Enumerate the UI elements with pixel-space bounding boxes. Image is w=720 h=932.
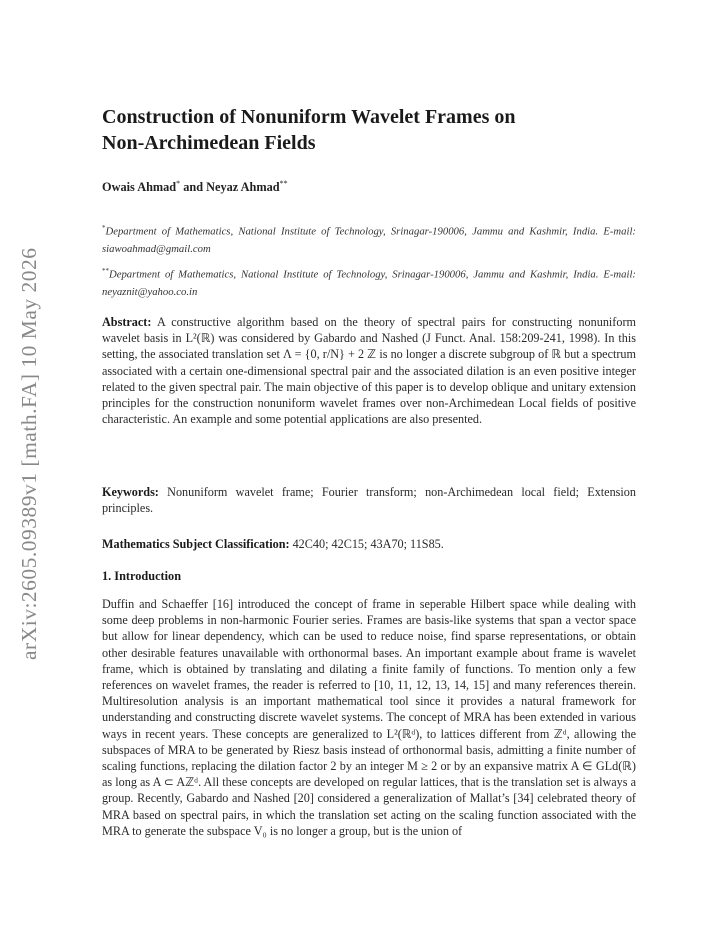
keywords <box>102 484 636 516</box>
affiliation-text-2: Department of Mathematics, National Institute of Technology, Srinagar-190006, Jammu and Kashmir, India. E-mail: neyaznit@yahoo.co.in <box>102 268 636 298</box>
introduction-paragraph: Duffin and Schaeffer [16] introduced the concept of frame in seperable Hilbert space while dealing with some deep problems in non-harmonic Fourier series. Frames are basis-like systems that span a vector space but allow for linear dependency, which can be used to reduce noise, find sparse representations, or obtain other desirable features unavailable with orthonormal bases. An important example about frame is wavelet frame, which is obtained by translating and dilating a finite family of functions. To mention only a few references on wavelet frames, the reader is referred to [10, 11, 12, 13, 14, 15] and many references therein. Multiresolution analysis is an important mathematical tool since it provides a natural framework for understanding and constructing discrete wavelet systems. The concept of MRA has been extended in various ways in recent years. These concepts are generalized to L²(ℝᵈ), to lattices different from ℤᵈ, allowing the subspaces of MRA to be generated by Riesz basis instead of orthonormal basis, admitting a finite number of scaling functions, replacing the dilation factor 2 by an integer M ≥ 2 or by an expansive matrix A ∈ GLd(ℝ) as long as A ⊂ Aℤᵈ. All these concepts are developed on regular lattices, that is the translation set is always a group. Recently, Gabardo and Nashed [20] considered a generalization of Mallat’s [34] celebrated theory of MRA based on spectral pairs, in which the translation set acting on the scaling function associated with the MRA to generate the subspace V₀ is no longer a group, but is the union of <box>102 597 636 838</box>
affiliation-2 <box>102 263 636 301</box>
section-heading-introduction: 1. Introduction <box>102 569 182 583</box>
arxiv-identifier-stamp: arXiv:2605.09389v1 [math.FA] 10 May 2026 <box>17 247 41 660</box>
affiliation-text-1: Department of Mathematics, National Institute of Technology, Srinagar-190006, Jammu and Kashmir, India. E-mail: siawoahmad@gmail.com <box>102 225 636 255</box>
affiliation-mark-1: * <box>102 224 106 232</box>
author-list <box>102 179 288 195</box>
msc-text: 42C40; 42C15; 43A70; 11S85. <box>292 537 444 551</box>
author-name-2: Neyaz Ahmad <box>206 180 280 195</box>
keywords-text: Nonuniform wavelet frame; Fourier transform; non-Archimedean local field; Extension principles. <box>102 485 636 516</box>
abstract-label: Abstract: <box>102 315 152 329</box>
author-name-1: Owais Ahmad <box>102 180 177 195</box>
abstract <box>102 314 636 427</box>
affiliation-mark-2: ** <box>102 267 109 275</box>
title-line-2: Non-Archimedean Fields <box>102 132 316 154</box>
author-connector: and <box>180 180 207 195</box>
msc-label: Mathematics Subject Classification: <box>102 537 290 551</box>
title-line-1: Construction of Nonuniform Wavelet Frames on <box>102 106 516 128</box>
author-mark-1: * <box>176 179 181 188</box>
keywords-label: Keywords: <box>102 485 159 499</box>
paper-title <box>102 104 622 156</box>
author-mark-2: ** <box>279 179 288 188</box>
abstract-text: A constructive algorithm based on the theory of spectral pairs for constructing nonuniform wavelet basis in L²(ℝ) was considered by Gabardo and Nashed (J Funct. Anal. 158:209-241, 1998). In this setting, the associated translation set Λ = {0, r/N} + 2 ℤ is no longer a discrete subgroup of ℝ but a spectrum associated with a certain one-dimensional spectral pair and the associated dilation is an even positive integer related to the given spectral pair. The main objective of this paper is to develop oblique and unitary extension principles for the construction nonuniform wavelet frames over non-Archimedean Local fields of positive characteristic. An example and some potential applications are also presented. <box>102 315 636 427</box>
msc-classification <box>102 536 636 552</box>
affiliation-1 <box>102 220 636 258</box>
